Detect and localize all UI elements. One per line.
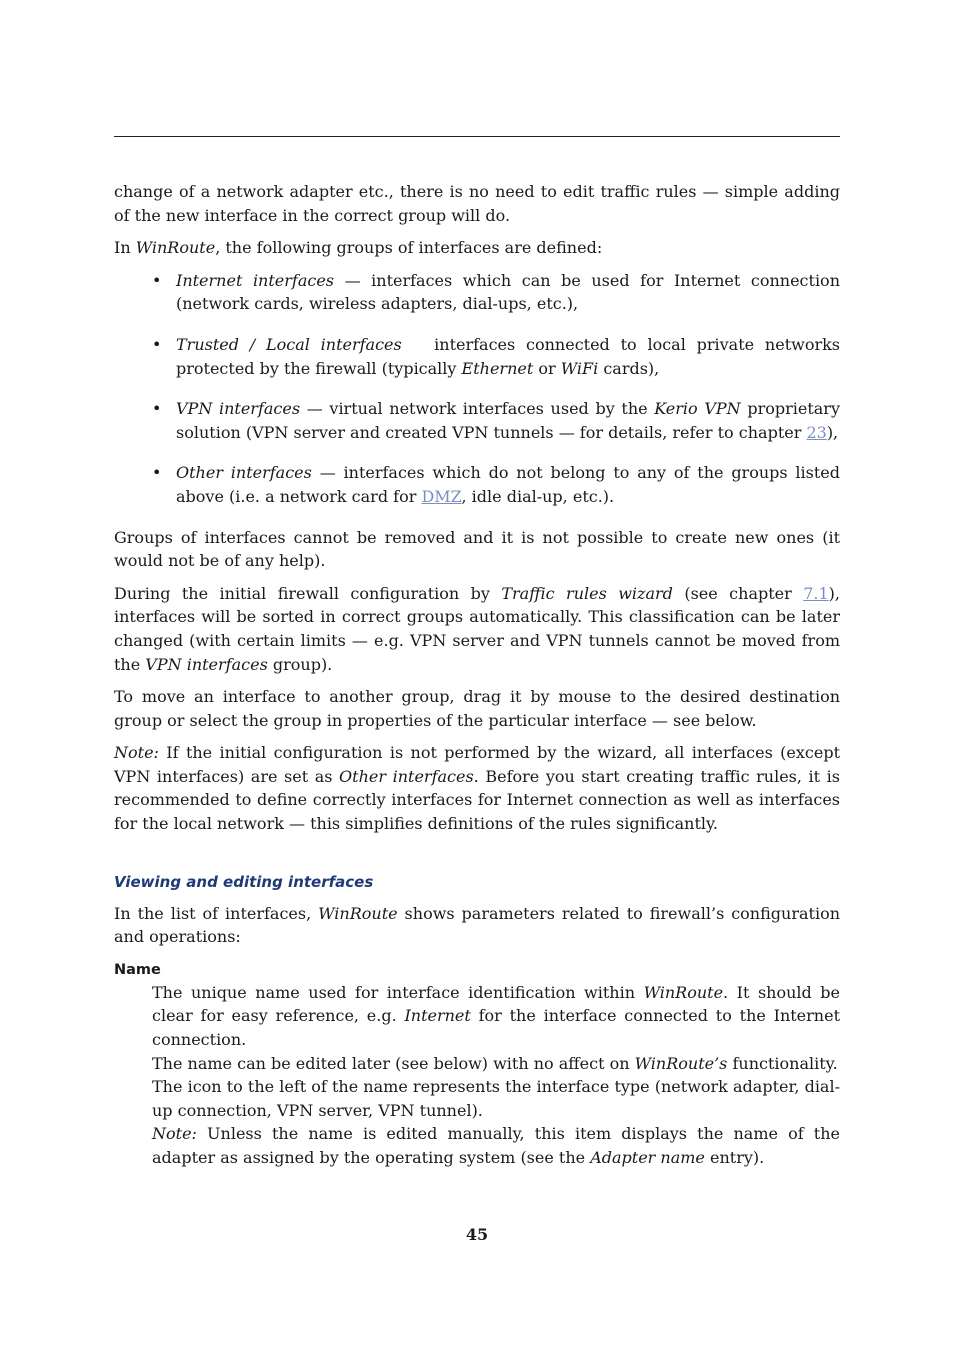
paragraph-note: Note: If the initial configuration is not performed by the wizard, all interfaces (except VPN interfaces) are set as Other interfaces. Before you start creating traffic rules, it is recommended to define correctly interfaces for Internet connection as well as interfaces for the local network — this simplifies definitions of the rules significantly. — [114, 743, 841, 834]
list-item-trusted-interfaces: • Trusted / Local interfaces interfaces connected to local private networks protected by the firewall (typically Ethernet or WiFi cards), — [176, 333, 840, 380]
list-item-other-interfaces: • Other interfaces — interfaces which do not belong to any of the groups listed above (i.e. a network card for DMZ, idle dial-up, etc.). — [176, 461, 840, 508]
paragraph-intro: change of a network adapter etc., there is no need to edit traffic rules — simple adding of the new interface in the correct group will do. — [114, 182, 840, 225]
definition-line: The icon to the left of the name represents the interface type (network adapter, dial-up connection, VPN server, VPN tunnel). — [152, 1077, 840, 1120]
dmz-link[interactable]: DMZ — [421, 486, 462, 506]
chapter-7-1-link[interactable]: 7.1 — [803, 583, 829, 603]
paragraph-groups-intro: In WinRoute, the following groups of interfaces are defined: — [114, 238, 603, 258]
term-name: Name — [114, 961, 161, 978]
document-page — [114, 0, 846, 1350]
header-rule — [114, 136, 840, 137]
section-title: Viewing and editing interfaces — [114, 872, 374, 891]
list-item-internet-interfaces: • Internet interfaces — interfaces which can be used for Internet connection (network cards, wireless adapters, dial-ups, etc.), — [176, 269, 840, 316]
definition-name — [152, 981, 840, 1170]
page-number: 45 — [465, 1225, 489, 1244]
paragraph-move-interface: To move an interface to another group, drag it by mouse to the desired destination group or select the group in properties of the particular interface — see below. — [114, 687, 840, 730]
definition-line: Note: Unless the name is edited manually, this item displays the name of the adapter as assigned by the operating system (see the Adapter name entry). — [152, 1124, 840, 1167]
list-item-vpn-interfaces: • VPN interfaces — virtual network interfaces used by the Kerio VPN proprietary solution (VPN server and created VPN tunnels — for details, refer to chapter 23), — [176, 397, 840, 444]
definition-line: The unique name used for interface identification within WinRoute. It should be clear for easy reference, e.g. Internet for the interface connected to the Internet connection. — [152, 982, 841, 1050]
page-content — [114, 180, 846, 1170]
definition-line: The name can be edited later (see below) with no affect on WinRoute’s functionality. — [152, 1053, 838, 1073]
chapter-23-link[interactable]: 23 — [806, 422, 827, 442]
interface-groups-list — [114, 269, 846, 509]
paragraph-groups-fixed: Groups of interfaces cannot be removed and it is not possible to create new ones (it would not be of any help). — [114, 527, 840, 571]
paragraph-wizard: During the initial firewall configuration by Traffic rules wizard (see chapter 7.1), interfaces will be sorted in correct groups automatically. This classification can be later changed (with certain limits — e.g. VPN server and VPN tunnels cannot be moved from the VPN interfaces group). — [114, 583, 840, 674]
paragraph-list-params: In the list of interfaces, WinRoute shows parameters related to firewall’s configuration and operations: — [114, 903, 841, 947]
